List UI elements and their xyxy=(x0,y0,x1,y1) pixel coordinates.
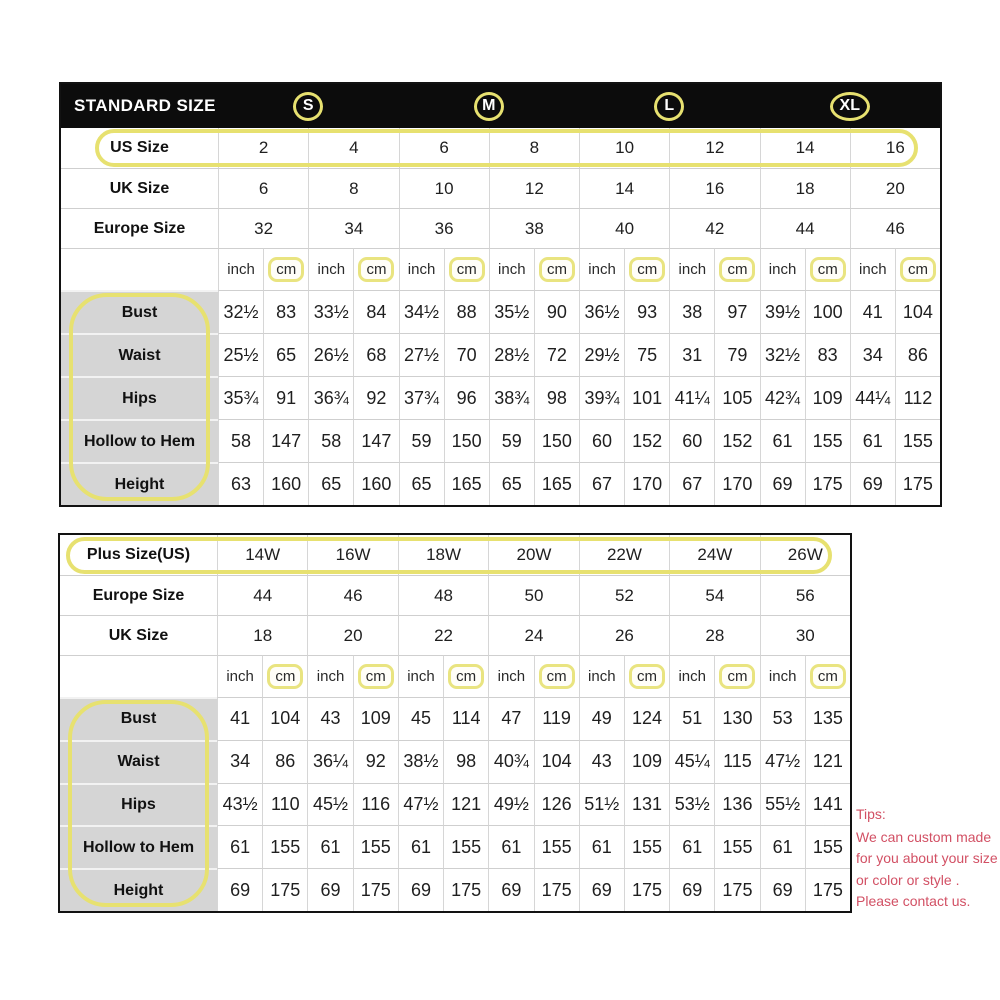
measurement-value-cell: 27½ xyxy=(399,333,444,376)
size-value-cell: 10 xyxy=(579,128,669,168)
measurement-value-cell: 147 xyxy=(263,419,308,462)
plus-size-table xyxy=(58,533,852,913)
measurement-value-cell: 58 xyxy=(218,419,263,462)
measurement-value-cell: 34 xyxy=(850,333,895,376)
measurement-value-cell: 116 xyxy=(353,783,398,826)
inch-unit-label: inch xyxy=(308,248,353,290)
measurement-value-cell: 98 xyxy=(443,740,488,783)
cm-highlight-box: cm xyxy=(268,257,304,282)
measurement-value-cell: 58 xyxy=(308,419,353,462)
size-value-cell: 28 xyxy=(669,615,759,655)
measurement-value-cell: 83 xyxy=(805,333,850,376)
measurement-value-cell: 155 xyxy=(714,825,759,868)
measurement-value-cell: 69 xyxy=(760,868,805,911)
measurement-value-cell: 61 xyxy=(307,825,352,868)
size-value-cell: 14W xyxy=(217,535,307,575)
measurement-row-label: Bust xyxy=(60,697,217,740)
size-value-cell: 56 xyxy=(760,575,850,615)
measurement-value-cell: 152 xyxy=(714,419,759,462)
size-l-circled-label: L xyxy=(654,92,684,121)
cm-highlight-box: cm xyxy=(629,257,665,282)
size-value-cell: 30 xyxy=(760,615,850,655)
measurement-row-label: Height xyxy=(61,462,218,505)
measurement-value-cell: 35½ xyxy=(489,290,534,333)
measurement-row-label: Bust xyxy=(61,290,218,333)
measurement-value-cell: 115 xyxy=(714,740,759,783)
measurement-value-cell: 36¾ xyxy=(308,376,353,419)
measurement-value-cell: 70 xyxy=(444,333,489,376)
measurement-row-label: Hips xyxy=(61,376,218,419)
size-row-label: Europe Size xyxy=(60,575,217,615)
cm-highlight-box: cm xyxy=(448,664,484,689)
cm-unit-label xyxy=(624,248,669,290)
size-value-cell: 18 xyxy=(760,168,850,208)
measurement-value-cell: 65 xyxy=(263,333,308,376)
measurement-value-cell: 43 xyxy=(579,740,624,783)
size-value-cell: 6 xyxy=(399,128,489,168)
measurement-value-cell: 47 xyxy=(488,697,533,740)
measurement-value-cell: 35¾ xyxy=(218,376,263,419)
inch-unit-label: inch xyxy=(760,655,805,697)
cm-unit-label xyxy=(624,655,669,697)
inch-unit-label: inch xyxy=(307,655,352,697)
inch-unit-label: inch xyxy=(218,248,263,290)
measurement-value-cell: 175 xyxy=(534,868,579,911)
measurement-value-cell: 170 xyxy=(714,462,759,505)
measurement-value-cell: 175 xyxy=(895,462,940,505)
measurement-value-cell: 97 xyxy=(714,290,759,333)
measurement-value-cell: 160 xyxy=(263,462,308,505)
measurement-value-cell: 175 xyxy=(714,868,759,911)
measurement-value-cell: 55½ xyxy=(760,783,805,826)
size-group-m xyxy=(399,92,580,121)
size-value-cell: 18W xyxy=(398,535,488,575)
measurement-value-cell: 49 xyxy=(579,697,624,740)
measurement-value-cell: 93 xyxy=(624,290,669,333)
plus-size-grid xyxy=(60,535,850,911)
size-value-cell: 46 xyxy=(307,575,397,615)
measurement-value-cell: 83 xyxy=(263,290,308,333)
measurement-value-cell: 155 xyxy=(805,825,850,868)
measurement-value-cell: 32½ xyxy=(218,290,263,333)
measurement-value-cell: 69 xyxy=(398,868,443,911)
size-row-label: Plus Size(US) xyxy=(86,546,191,563)
measurement-value-cell: 38½ xyxy=(398,740,443,783)
measurement-value-cell: 104 xyxy=(895,290,940,333)
measurement-row-label: Waist xyxy=(61,333,218,376)
measurement-value-cell: 79 xyxy=(714,333,759,376)
size-value-cell: 44 xyxy=(760,208,850,248)
measurement-value-cell: 96 xyxy=(444,376,489,419)
size-value-cell: 34 xyxy=(308,208,398,248)
measurement-value-cell: 44¼ xyxy=(850,376,895,419)
measurement-value-cell: 69 xyxy=(669,868,714,911)
size-value-cell: 26 xyxy=(579,615,669,655)
measurement-value-cell: 104 xyxy=(262,697,307,740)
measurement-row-label: Hollow to Hem xyxy=(61,419,218,462)
measurement-value-cell: 175 xyxy=(262,868,307,911)
cm-highlight-box: cm xyxy=(810,257,846,282)
measurement-value-cell: 101 xyxy=(624,376,669,419)
cm-highlight-box: cm xyxy=(358,257,394,282)
measurement-value-cell: 61 xyxy=(760,419,805,462)
size-value-cell: 20 xyxy=(850,168,940,208)
measurement-value-cell: 92 xyxy=(353,376,398,419)
measurement-value-cell: 110 xyxy=(262,783,307,826)
measurement-value-cell: 72 xyxy=(534,333,579,376)
measurement-value-cell: 75 xyxy=(624,333,669,376)
tips-note xyxy=(856,804,1000,913)
measurement-value-cell: 26½ xyxy=(308,333,353,376)
measurement-value-cell: 104 xyxy=(534,740,579,783)
cm-unit-label xyxy=(534,655,579,697)
size-value-cell: 48 xyxy=(398,575,488,615)
size-value-cell: 16 xyxy=(669,168,759,208)
inch-unit-label: inch xyxy=(399,248,444,290)
measurement-value-cell: 109 xyxy=(624,740,669,783)
size-value-cell: 20 xyxy=(307,615,397,655)
size-value-cell: 54 xyxy=(669,575,759,615)
size-value-cell: 4 xyxy=(308,128,398,168)
cm-highlight-box: cm xyxy=(449,257,485,282)
measurement-value-cell: 119 xyxy=(534,697,579,740)
measurement-value-cell: 155 xyxy=(895,419,940,462)
size-xl-circled-label: XL xyxy=(830,92,870,121)
measurement-value-cell: 109 xyxy=(353,697,398,740)
cm-unit-label xyxy=(805,655,850,697)
unit-row-empty-cell xyxy=(60,655,217,697)
size-value-cell: 2 xyxy=(218,128,308,168)
measurement-value-cell: 59 xyxy=(489,419,534,462)
inch-unit-label: inch xyxy=(669,655,714,697)
measurement-value-cell: 150 xyxy=(444,419,489,462)
measurement-value-cell: 47½ xyxy=(760,740,805,783)
size-value-cell: 20W xyxy=(488,535,578,575)
measurement-value-cell: 86 xyxy=(262,740,307,783)
inch-unit-label: inch xyxy=(579,248,624,290)
size-s-circled-label: S xyxy=(293,92,323,121)
measurement-value-cell: 88 xyxy=(444,290,489,333)
cm-unit-label xyxy=(262,655,307,697)
measurement-value-cell: 109 xyxy=(805,376,850,419)
inch-unit-label: inch xyxy=(489,248,534,290)
measurement-value-cell: 121 xyxy=(805,740,850,783)
measurement-value-cell: 69 xyxy=(488,868,533,911)
tips-title: Tips: xyxy=(856,806,886,822)
cm-highlight-box: cm xyxy=(267,664,303,689)
cm-unit-label xyxy=(353,655,398,697)
measurement-value-cell: 65 xyxy=(489,462,534,505)
measurement-value-cell: 36¼ xyxy=(307,740,352,783)
measurement-value-cell: 141 xyxy=(805,783,850,826)
size-value-cell: 16 xyxy=(850,128,940,168)
measurement-value-cell: 61 xyxy=(760,825,805,868)
measurement-value-cell: 147 xyxy=(353,419,398,462)
measurement-value-cell: 43½ xyxy=(217,783,262,826)
cm-unit-label xyxy=(263,248,308,290)
size-value-cell: 50 xyxy=(488,575,578,615)
standard-size-grid xyxy=(61,128,940,505)
measurement-value-cell: 63 xyxy=(218,462,263,505)
measurement-value-cell: 61 xyxy=(488,825,533,868)
size-value-cell: 22W xyxy=(579,535,669,575)
measurement-value-cell: 155 xyxy=(262,825,307,868)
size-value-cell: 52 xyxy=(579,575,669,615)
measurement-value-cell: 59 xyxy=(399,419,444,462)
inch-unit-label: inch xyxy=(579,655,624,697)
standard-size-title: STANDARD SIZE xyxy=(74,96,216,115)
measurement-value-cell: 61 xyxy=(850,419,895,462)
size-value-cell: 18 xyxy=(217,615,307,655)
measurement-value-cell: 37¾ xyxy=(399,376,444,419)
size-value-cell: 8 xyxy=(489,128,579,168)
measurement-value-cell: 155 xyxy=(443,825,488,868)
tips-line: or color or style . xyxy=(856,871,960,888)
measurement-value-cell: 112 xyxy=(895,376,940,419)
measurement-value-cell: 39½ xyxy=(760,290,805,333)
measurement-value-cell: 38 xyxy=(669,290,714,333)
cm-highlight-box: cm xyxy=(810,664,846,689)
cm-highlight-box: cm xyxy=(629,664,665,689)
measurement-row-label: Height xyxy=(60,868,217,911)
cm-unit-label xyxy=(714,655,759,697)
cm-unit-label xyxy=(444,248,489,290)
measurement-value-cell: 155 xyxy=(805,419,850,462)
inch-unit-label: inch xyxy=(217,655,262,697)
measurement-value-cell: 40¾ xyxy=(488,740,533,783)
measurement-value-cell: 114 xyxy=(443,697,488,740)
measurement-value-cell: 92 xyxy=(353,740,398,783)
measurement-value-cell: 49½ xyxy=(488,783,533,826)
measurement-value-cell: 45½ xyxy=(307,783,352,826)
measurement-value-cell: 25½ xyxy=(218,333,263,376)
measurement-value-cell: 175 xyxy=(624,868,669,911)
measurement-value-cell: 121 xyxy=(443,783,488,826)
measurement-value-cell: 69 xyxy=(579,868,624,911)
measurement-value-cell: 98 xyxy=(534,376,579,419)
cm-unit-label xyxy=(805,248,850,290)
measurement-value-cell: 69 xyxy=(850,462,895,505)
measurement-value-cell: 170 xyxy=(624,462,669,505)
cm-highlight-box: cm xyxy=(539,664,575,689)
measurement-value-cell: 67 xyxy=(669,462,714,505)
measurement-value-cell: 155 xyxy=(624,825,669,868)
measurement-value-cell: 61 xyxy=(669,825,714,868)
size-row-label: Europe Size xyxy=(61,208,218,248)
measurement-value-cell: 42¾ xyxy=(760,376,805,419)
cm-highlight-box: cm xyxy=(900,257,936,282)
tips-line: Please contact us. xyxy=(856,893,971,909)
measurement-value-cell: 41¼ xyxy=(669,376,714,419)
measurement-value-cell: 41 xyxy=(217,697,262,740)
measurement-value-cell: 67 xyxy=(579,462,624,505)
measurement-value-cell: 41 xyxy=(850,290,895,333)
measurement-value-cell: 91 xyxy=(263,376,308,419)
measurement-value-cell: 155 xyxy=(534,825,579,868)
cm-highlight-box: cm xyxy=(719,257,755,282)
size-group-l xyxy=(579,92,760,121)
cm-unit-label xyxy=(534,248,579,290)
measurement-value-cell: 152 xyxy=(624,419,669,462)
cm-unit-label xyxy=(353,248,398,290)
standard-size-header xyxy=(61,84,940,128)
size-value-cell: 12 xyxy=(669,128,759,168)
size-m-circled-label: M xyxy=(474,92,504,121)
size-value-cell: 42 xyxy=(669,208,759,248)
size-value-cell: 8 xyxy=(308,168,398,208)
tips-line: We can custom made xyxy=(856,828,992,845)
measurement-value-cell: 90 xyxy=(534,290,579,333)
inch-unit-label: inch xyxy=(669,248,714,290)
size-value-cell: 6 xyxy=(218,168,308,208)
inch-unit-label: inch xyxy=(488,655,533,697)
cm-highlight-box: cm xyxy=(539,257,575,282)
measurement-value-cell: 69 xyxy=(307,868,352,911)
size-value-cell: 12 xyxy=(489,168,579,208)
cm-unit-label xyxy=(714,248,759,290)
measurement-row-label: Hips xyxy=(60,783,217,826)
size-value-cell: 40 xyxy=(579,208,669,248)
measurement-value-cell: 150 xyxy=(534,419,579,462)
measurement-value-cell: 32½ xyxy=(760,333,805,376)
measurement-value-cell: 51 xyxy=(669,697,714,740)
measurement-value-cell: 45¼ xyxy=(669,740,714,783)
measurement-value-cell: 47½ xyxy=(398,783,443,826)
measurement-value-cell: 29½ xyxy=(579,333,624,376)
measurement-value-cell: 60 xyxy=(669,419,714,462)
measurement-value-cell: 155 xyxy=(353,825,398,868)
cm-highlight-box: cm xyxy=(719,664,755,689)
cm-highlight-box: cm xyxy=(358,664,394,689)
inch-unit-label: inch xyxy=(760,248,805,290)
size-value-cell: 36 xyxy=(399,208,489,248)
size-row-label: US Size xyxy=(110,139,169,156)
measurement-value-cell: 86 xyxy=(895,333,940,376)
measurement-value-cell: 175 xyxy=(805,462,850,505)
measurement-value-cell: 60 xyxy=(579,419,624,462)
measurement-value-cell: 130 xyxy=(714,697,759,740)
measurement-value-cell: 100 xyxy=(805,290,850,333)
measurement-value-cell: 38¾ xyxy=(489,376,534,419)
size-value-cell: 46 xyxy=(850,208,940,248)
measurement-value-cell: 165 xyxy=(444,462,489,505)
measurement-value-cell: 175 xyxy=(805,868,850,911)
size-row-label: UK Size xyxy=(60,615,217,655)
measurement-value-cell: 84 xyxy=(353,290,398,333)
size-group-xl xyxy=(760,92,941,121)
measurement-value-cell: 28½ xyxy=(489,333,534,376)
size-value-cell: 10 xyxy=(399,168,489,208)
measurement-value-cell: 126 xyxy=(534,783,579,826)
measurement-value-cell: 61 xyxy=(579,825,624,868)
measurement-row-label: Hollow to Hem xyxy=(60,825,217,868)
size-group-s xyxy=(218,92,399,121)
measurement-row-label: Waist xyxy=(60,740,217,783)
size-value-cell: 16W xyxy=(307,535,397,575)
measurement-value-cell: 68 xyxy=(353,333,398,376)
measurement-value-cell: 53½ xyxy=(669,783,714,826)
measurement-value-cell: 136 xyxy=(714,783,759,826)
inch-unit-label: inch xyxy=(850,248,895,290)
size-value-cell: 38 xyxy=(489,208,579,248)
measurement-value-cell: 175 xyxy=(353,868,398,911)
size-value-cell: 26W xyxy=(760,535,850,575)
measurement-value-cell: 69 xyxy=(217,868,262,911)
size-value-cell: 24 xyxy=(488,615,578,655)
measurement-value-cell: 34½ xyxy=(399,290,444,333)
measurement-value-cell: 51½ xyxy=(579,783,624,826)
measurement-value-cell: 105 xyxy=(714,376,759,419)
measurement-value-cell: 160 xyxy=(353,462,398,505)
cm-unit-label xyxy=(443,655,488,697)
measurement-value-cell: 165 xyxy=(534,462,579,505)
measurement-value-cell: 53 xyxy=(760,697,805,740)
measurement-value-cell: 69 xyxy=(760,462,805,505)
tips-line: for you about your size xyxy=(856,850,998,866)
measurement-value-cell: 33½ xyxy=(308,290,353,333)
measurement-value-cell: 175 xyxy=(443,868,488,911)
measurement-value-cell: 43 xyxy=(307,697,352,740)
size-value-cell: 22 xyxy=(398,615,488,655)
measurement-value-cell: 45 xyxy=(398,697,443,740)
measurement-value-cell: 65 xyxy=(399,462,444,505)
measurement-value-cell: 61 xyxy=(217,825,262,868)
cm-unit-label xyxy=(895,248,940,290)
size-value-cell: 14 xyxy=(579,168,669,208)
measurement-value-cell: 39¾ xyxy=(579,376,624,419)
measurement-value-cell: 65 xyxy=(308,462,353,505)
standard-size-table xyxy=(59,82,942,507)
measurement-value-cell: 124 xyxy=(624,697,669,740)
size-value-cell: 32 xyxy=(218,208,308,248)
size-value-cell: 14 xyxy=(760,128,850,168)
measurement-value-cell: 61 xyxy=(398,825,443,868)
measurement-value-cell: 36½ xyxy=(579,290,624,333)
size-value-cell: 24W xyxy=(669,535,759,575)
measurement-value-cell: 31 xyxy=(669,333,714,376)
inch-unit-label: inch xyxy=(398,655,443,697)
size-value-cell: 44 xyxy=(217,575,307,615)
measurement-value-cell: 135 xyxy=(805,697,850,740)
size-row-label: UK Size xyxy=(61,168,218,208)
measurement-value-cell: 131 xyxy=(624,783,669,826)
measurement-value-cell: 34 xyxy=(217,740,262,783)
unit-row-empty-cell xyxy=(61,248,218,290)
